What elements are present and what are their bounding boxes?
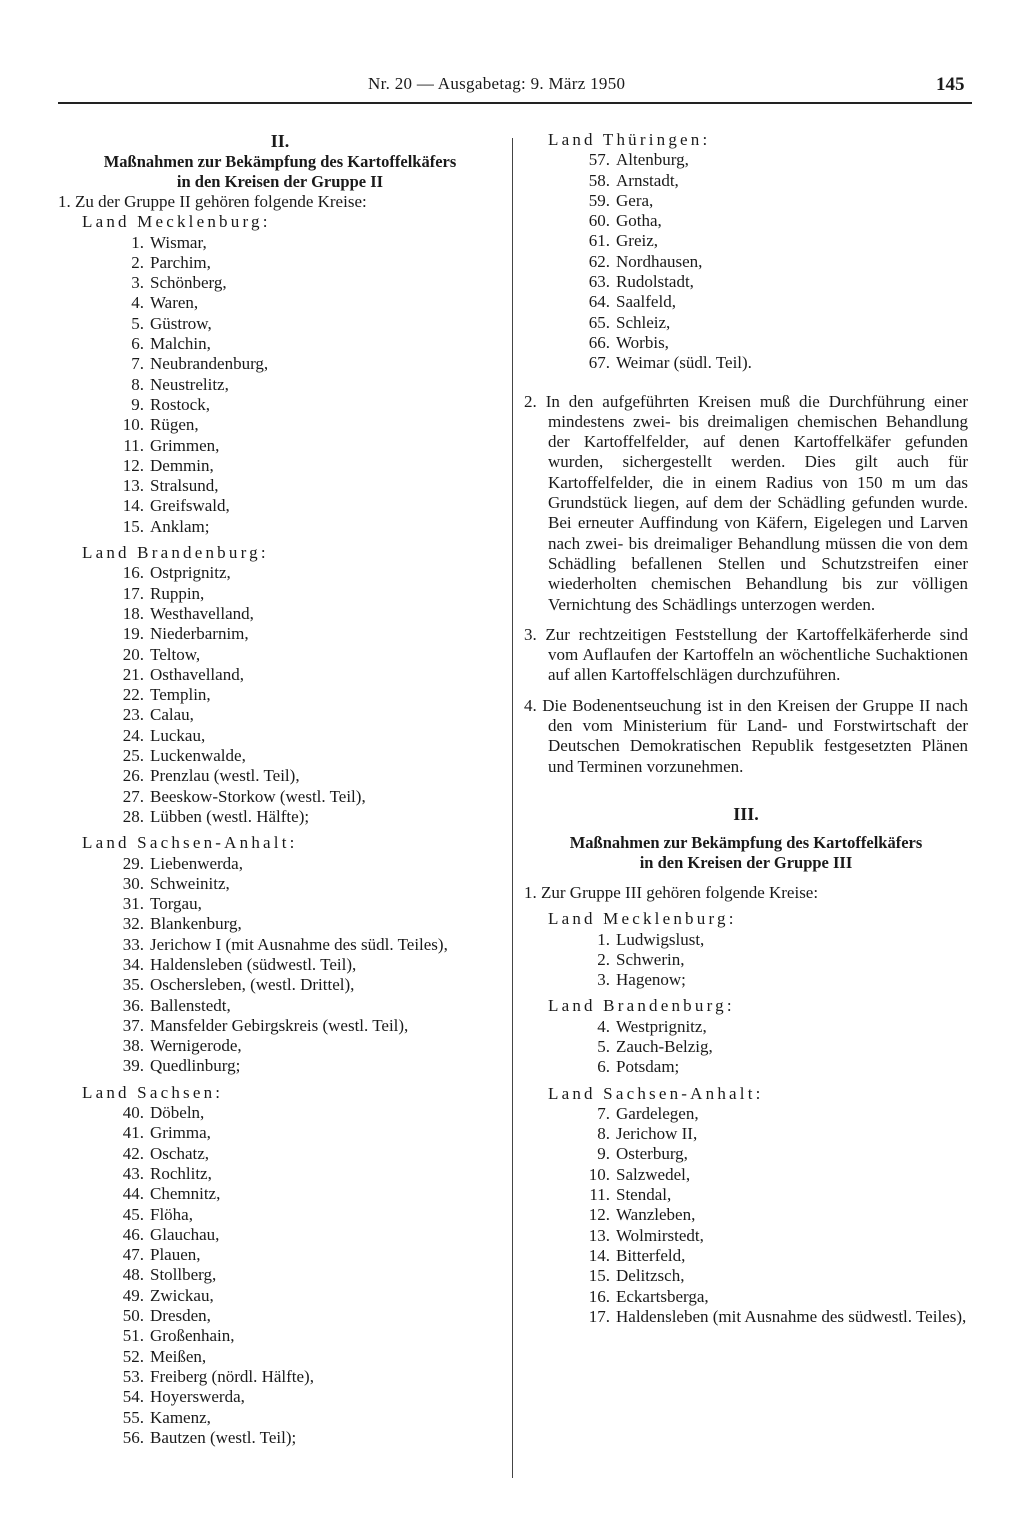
kreis-item — [58, 1245, 502, 1265]
kreis-item — [524, 211, 968, 231]
kreis-number: 24. — [122, 725, 144, 745]
kreis-item — [58, 1306, 502, 1326]
kreis-name: Glauchau, — [150, 1224, 220, 1244]
kreis-number: 45. — [122, 1204, 144, 1224]
kreis-name: Ludwigslust, — [616, 929, 705, 949]
kreis-name: Mansfelder Gebirgskreis (westl. Teil), — [150, 1015, 409, 1035]
kreis-name: Lübben (westl. Hälfte); — [150, 806, 310, 826]
kreis-name: Salzwedel, — [616, 1164, 691, 1184]
kreis-number: 31. — [122, 894, 144, 914]
kreis-number: 51. — [122, 1326, 144, 1346]
kreis-item — [58, 415, 502, 435]
kreise-list-gruppe-ii — [58, 212, 502, 1448]
kreise-list — [58, 1103, 502, 1448]
kreis-name: Rochlitz, — [150, 1163, 212, 1183]
kreis-item — [58, 584, 502, 604]
kreis-item — [58, 854, 502, 874]
kreis-number: 1. — [131, 232, 144, 252]
kreis-name: Liebenwerda, — [150, 853, 243, 873]
kreis-name: Bautzen (westl. Teil); — [150, 1427, 297, 1447]
kreis-number: 11. — [123, 435, 144, 455]
kreis-name: Stralsund, — [150, 476, 219, 496]
kreis-name: Westprignitz, — [616, 1016, 707, 1036]
kreis-name: Osthavelland, — [150, 664, 244, 684]
kreis-item — [58, 624, 502, 644]
kreis-item — [58, 1428, 502, 1448]
kreis-item — [58, 1387, 502, 1407]
kreis-number: 30. — [122, 873, 144, 893]
kreis-name: Dresden, — [150, 1306, 211, 1326]
kreis-number: 3. — [131, 273, 144, 293]
kreis-name: Grimmen, — [150, 435, 220, 455]
kreis-name: Wolmirstedt, — [616, 1225, 704, 1245]
right-column — [524, 130, 968, 1327]
kreise-list — [58, 563, 502, 827]
kreis-number: 46. — [122, 1224, 144, 1244]
kreis-number: 58. — [588, 170, 610, 190]
kreis-number: 19. — [122, 624, 144, 644]
kreis-number: 1. — [597, 929, 610, 949]
kreis-item — [58, 1408, 502, 1428]
paragraph-4: 4. Die Bodenentseuchung ist in den Kreisen der Gruppe II nach den vom Ministerium für Land- und Forstwirtschaft der Deutschen Demokratischen Republik festgesetzten Plänen und Terminen vorzunehmen. — [524, 695, 968, 776]
kreis-item — [58, 604, 502, 624]
kreis-item — [58, 726, 502, 746]
kreis-name: Greiz, — [616, 231, 659, 251]
kreis-item — [58, 1347, 502, 1367]
kreis-name: Rudolstadt, — [616, 272, 694, 292]
kreis-item — [58, 1103, 502, 1123]
kreis-number: 2. — [597, 949, 610, 969]
kreis-item — [58, 645, 502, 665]
kreis-number: 20. — [122, 644, 144, 664]
kreis-name: Chemnitz, — [150, 1184, 221, 1204]
kreis-number: 53. — [122, 1366, 144, 1386]
kreis-item — [58, 1286, 502, 1306]
kreis-number: 27. — [122, 786, 144, 806]
kreis-number: 5. — [131, 313, 144, 333]
kreis-name: Meißen, — [150, 1346, 207, 1366]
kreis-number: 18. — [122, 603, 144, 623]
kreis-item — [58, 496, 502, 516]
kreis-name: Ballenstedt, — [150, 995, 231, 1015]
kreis-number: 2. — [131, 252, 144, 272]
kreis-name: Demmin, — [150, 455, 214, 475]
kreis-item — [58, 1036, 502, 1056]
kreis-name: Schweinitz, — [150, 873, 230, 893]
kreis-name: Güstrow, — [150, 313, 212, 333]
kreis-item — [58, 395, 502, 415]
paragraph-2: 2. In den aufgeführten Kreisen muß die Durchführung einer mindestens zwei- bis dreimaligen chemischen Behandlung der Kartoffelfelder, auf denen Kartoffelkäfer gefunden wurden, sichergestellt werden. Dies gilt auch für Kartoffelfelder, die in einem Radius von 150 m um das Grundstück liegen, auf dem der Schädling gefunden wurde. Bei erneuter Auffindung von Käfern, Eigelegen und Larven nach zwei- bis dreimaliger Behandlung müssen die von dem Schädling befallenen Stellen und Schutzstreifen einer wiederholten chemischen Behandlung bis zur völligen Vernichtung des Schädlings unterzogen werden. — [524, 391, 968, 614]
kreis-number: 3. — [597, 970, 610, 990]
kreis-number: 62. — [588, 251, 610, 271]
kreis-item — [524, 1104, 968, 1124]
kreis-number: 64. — [588, 292, 610, 312]
kreis-name: Zwickau, — [150, 1285, 214, 1305]
land-heading: Land Brandenburg: — [548, 996, 735, 1016]
kreis-number: 8. — [131, 374, 144, 394]
kreis-name: Schleiz, — [616, 312, 671, 332]
kreis-number: 12. — [122, 455, 144, 475]
kreis-item — [524, 171, 968, 191]
kreis-item — [58, 874, 502, 894]
kreis-name: Hagenow; — [616, 970, 686, 990]
kreis-number: 65. — [588, 312, 610, 332]
kreis-number: 41. — [122, 1123, 144, 1143]
kreis-number: 9. — [597, 1144, 610, 1164]
left-column — [58, 130, 502, 1448]
kreis-name: Beeskow-Storkow (westl. Teil), — [150, 786, 366, 806]
kreis-number: 42. — [122, 1143, 144, 1163]
kreis-item — [524, 1246, 968, 1266]
kreis-number: 54. — [122, 1387, 144, 1407]
kreis-number: 13. — [122, 476, 144, 496]
kreis-name: Waren, — [150, 293, 199, 313]
kreis-item — [524, 1144, 968, 1164]
kreis-item — [58, 975, 502, 995]
kreis-item — [524, 191, 968, 211]
kreis-name: Rügen, — [150, 415, 199, 435]
kreis-item — [58, 436, 502, 456]
kreis-number: 36. — [122, 995, 144, 1015]
kreis-item — [524, 930, 968, 950]
kreis-number: 10. — [122, 415, 144, 435]
kreis-item — [524, 150, 968, 170]
kreis-name: Delitzsch, — [616, 1266, 685, 1286]
kreis-name: Großenhain, — [150, 1326, 235, 1346]
kreis-number: 35. — [122, 975, 144, 995]
kreis-name: Schwerin, — [616, 949, 685, 969]
kreis-item — [58, 563, 502, 583]
kreis-name: Hoyerswerda, — [150, 1387, 245, 1407]
land-heading: Land Sachsen: — [82, 1082, 224, 1102]
kreis-item — [58, 1225, 502, 1245]
kreis-item — [58, 517, 502, 537]
kreise-list — [58, 854, 502, 1077]
kreis-name: Saalfeld, — [616, 292, 676, 312]
kreis-number: 21. — [122, 664, 144, 684]
kreis-item — [58, 253, 502, 273]
kreis-number: 59. — [588, 190, 610, 210]
kreis-item — [58, 746, 502, 766]
kreis-item — [524, 1226, 968, 1246]
kreis-name: Haldensleben (südwestl. Teil), — [150, 954, 357, 974]
kreis-item — [58, 1144, 502, 1164]
kreis-number: 6. — [597, 1057, 610, 1077]
kreis-name: Luckau, — [150, 725, 206, 745]
kreis-number: 55. — [122, 1407, 144, 1427]
kreis-item — [524, 353, 968, 373]
issue-info: Nr. 20 — Ausgabetag: 9. März 1950 — [368, 74, 626, 93]
kreis-number: 25. — [122, 746, 144, 766]
kreis-name: Stendal, — [616, 1185, 672, 1205]
kreis-item — [58, 705, 502, 725]
kreis-name: Parchim, — [150, 252, 211, 272]
land-heading: Land Mecklenburg: — [548, 909, 737, 929]
kreis-number: 17. — [588, 1306, 610, 1326]
kreis-item — [58, 354, 502, 374]
kreis-item — [58, 476, 502, 496]
kreis-name: Döbeln, — [150, 1103, 205, 1123]
kreis-item — [524, 272, 968, 292]
kreis-name: Schönberg, — [150, 273, 227, 293]
kreis-item — [524, 1205, 968, 1225]
kreise-list — [524, 1104, 968, 1327]
kreis-number: 10. — [588, 1164, 610, 1184]
kreise-list — [524, 930, 968, 991]
land-heading: Land Sachsen-Anhalt: — [82, 833, 298, 853]
kreis-name: Nordhausen, — [616, 251, 703, 271]
kreis-name: Gotha, — [616, 211, 662, 231]
kreis-name: Anklam; — [150, 516, 210, 536]
kreis-item — [58, 375, 502, 395]
kreis-name: Osterburg, — [616, 1144, 688, 1164]
kreis-name: Plauen, — [150, 1245, 201, 1265]
kreis-name: Torgau, — [150, 894, 202, 914]
kreis-name: Westhavelland, — [150, 603, 254, 623]
kreis-item — [524, 1124, 968, 1144]
kreis-number: 26. — [122, 766, 144, 786]
kreis-name: Kamenz, — [150, 1407, 211, 1427]
kreis-item — [524, 1017, 968, 1037]
kreis-name: Wernigerode, — [150, 1036, 242, 1056]
kreis-item — [58, 456, 502, 476]
kreis-number: 38. — [122, 1036, 144, 1056]
kreis-name: Greifswald, — [150, 496, 230, 516]
kreis-name: Jerichow II, — [616, 1124, 698, 1144]
kreis-number: 6. — [131, 334, 144, 354]
kreis-number: 40. — [122, 1103, 144, 1123]
land-heading: Land Thüringen: — [548, 130, 711, 149]
kreis-name: Ostprignitz, — [150, 563, 231, 583]
kreis-item — [524, 1266, 968, 1286]
kreis-item — [58, 293, 502, 313]
kreis-name: Flöha, — [150, 1204, 193, 1224]
kreis-number: 66. — [588, 332, 610, 352]
paragraph-1-intro: 1. Zu der Gruppe II gehören folgende Kreise: — [58, 192, 367, 211]
kreis-item — [58, 894, 502, 914]
kreis-number: 50. — [122, 1306, 144, 1326]
kreis-item — [58, 1016, 502, 1036]
kreis-item — [524, 1185, 968, 1205]
kreise-list-thueringen — [524, 150, 968, 373]
kreis-item — [58, 314, 502, 334]
kreis-name: Bitterfeld, — [616, 1245, 686, 1265]
section-title-ii-line1: Maßnahmen zur Bekämpfung des Kartoffelkäfers — [103, 152, 457, 171]
kreis-name: Templin, — [150, 685, 211, 705]
kreis-name: Oschersleben, (westl. Drittel), — [150, 975, 355, 995]
kreis-name: Malchin, — [150, 334, 211, 354]
kreis-item — [524, 1307, 968, 1327]
kreise-list-gruppe-iii — [524, 903, 968, 1327]
kreis-item — [524, 1037, 968, 1057]
paragraph-1-intro-iii: 1. Zur Gruppe III gehören folgende Kreise: — [524, 882, 819, 902]
kreis-item — [58, 334, 502, 354]
kreis-number: 49. — [122, 1285, 144, 1305]
kreis-number: 12. — [588, 1205, 610, 1225]
kreis-number: 63. — [588, 272, 610, 292]
kreis-item — [58, 1367, 502, 1387]
kreis-item — [524, 252, 968, 272]
kreis-item — [58, 1123, 502, 1143]
kreis-item — [58, 935, 502, 955]
kreis-number: 7. — [131, 354, 144, 374]
kreis-name: Neustrelitz, — [150, 374, 229, 394]
kreis-number: 57. — [588, 150, 610, 170]
kreis-number: 33. — [122, 934, 144, 954]
kreis-name: Grimma, — [150, 1123, 211, 1143]
header-rule — [58, 102, 972, 104]
kreis-item — [524, 313, 968, 333]
column-divider — [512, 138, 513, 1478]
kreis-number: 9. — [131, 394, 144, 414]
kreis-name: Gardelegen, — [616, 1103, 699, 1123]
section-number-iii: III. — [733, 803, 759, 824]
kreis-name: Potsdam; — [616, 1057, 680, 1077]
kreis-number: 8. — [597, 1124, 610, 1144]
kreis-item — [524, 231, 968, 251]
kreis-number: 29. — [122, 853, 144, 873]
kreis-item — [58, 1056, 502, 1076]
kreis-name: Eckartsberga, — [616, 1286, 709, 1306]
kreis-item — [58, 685, 502, 705]
kreis-number: 43. — [122, 1163, 144, 1183]
section-title-iii-line2: in den Kreisen der Gruppe III — [639, 852, 853, 872]
kreis-item — [58, 787, 502, 807]
kreis-number: 16. — [122, 563, 144, 583]
kreis-item — [524, 970, 968, 990]
kreis-number: 48. — [122, 1265, 144, 1285]
kreis-number: 44. — [122, 1184, 144, 1204]
kreis-number: 16. — [588, 1286, 610, 1306]
kreis-number: 23. — [122, 705, 144, 725]
land-heading: Land Brandenburg: — [82, 543, 269, 563]
kreis-number: 15. — [588, 1266, 610, 1286]
kreis-number: 60. — [588, 211, 610, 231]
kreis-name: Niederbarnim, — [150, 624, 249, 644]
kreis-name: Rostock, — [150, 394, 210, 414]
kreis-number: 37. — [122, 1015, 144, 1035]
kreis-name: Prenzlau (westl. Teil), — [150, 766, 300, 786]
kreis-number: 61. — [588, 231, 610, 251]
section-title-ii-line2: in den Kreisen der Gruppe II — [176, 172, 384, 191]
kreis-number: 4. — [131, 293, 144, 313]
kreis-item — [524, 1057, 968, 1077]
kreis-item — [58, 1265, 502, 1285]
kreis-item — [58, 1184, 502, 1204]
kreis-name: Gera, — [616, 190, 654, 210]
kreis-item — [524, 950, 968, 970]
kreis-item — [58, 233, 502, 253]
kreis-item — [58, 996, 502, 1016]
kreis-number: 39. — [122, 1056, 144, 1076]
kreis-number: 52. — [122, 1346, 144, 1366]
kreis-name: Zauch-Belzig, — [616, 1036, 713, 1056]
paragraph-3: 3. Zur rechtzeitigen Feststellung der Kartoffelkäferherde sind vom Auflaufen der Kartoffeln an wöchentliche Suchaktionen auf allen Kartoffelschlägen durchzuführen. — [524, 624, 968, 685]
kreis-number: 56. — [122, 1427, 144, 1447]
kreis-name: Neubrandenburg, — [150, 354, 269, 374]
kreis-item — [58, 1164, 502, 1184]
kreis-number: 14. — [122, 496, 144, 516]
kreis-item — [58, 766, 502, 786]
kreis-item — [58, 955, 502, 975]
kreis-number: 13. — [588, 1225, 610, 1245]
kreis-number: 34. — [122, 954, 144, 974]
kreis-number: 22. — [122, 685, 144, 705]
kreis-name: Weimar (südl. Teil). — [616, 353, 752, 373]
kreis-name: Arnstadt, — [616, 170, 679, 190]
land-heading: Land Sachsen-Anhalt: — [548, 1083, 764, 1103]
kreise-list — [58, 233, 502, 537]
kreis-item — [524, 292, 968, 312]
kreis-name: Luckenwalde, — [150, 746, 246, 766]
kreis-item — [58, 665, 502, 685]
kreis-number: 32. — [122, 914, 144, 934]
land-heading: Land Mecklenburg: — [82, 212, 271, 232]
kreis-name: Quedlinburg; — [150, 1056, 241, 1076]
page-header — [0, 74, 1024, 98]
kreis-name: Blankenburg, — [150, 914, 242, 934]
kreis-number: 11. — [589, 1185, 610, 1205]
kreis-name: Worbis, — [616, 332, 669, 352]
kreis-number: 15. — [122, 516, 144, 536]
kreis-item — [58, 914, 502, 934]
kreis-name: Wanzleben, — [616, 1205, 696, 1225]
kreis-number: 4. — [597, 1016, 610, 1036]
kreis-number: 17. — [122, 583, 144, 603]
kreise-list — [524, 1017, 968, 1078]
kreis-name: Calau, — [150, 705, 194, 725]
kreis-item — [524, 333, 968, 353]
page-number: 145 — [936, 74, 965, 95]
kreis-number: 7. — [597, 1103, 610, 1123]
kreis-number: 5. — [597, 1036, 610, 1056]
kreis-name: Freiberg (nördl. Hälfte), — [150, 1366, 314, 1386]
kreis-name: Jerichow I (mit Ausnahme des südl. Teiles), — [150, 934, 448, 954]
kreis-item — [58, 1205, 502, 1225]
section-title-iii-line1: Maßnahmen zur Bekämpfung des Kartoffelkäfers — [569, 832, 923, 852]
kreis-name: Wismar, — [150, 232, 207, 252]
kreis-item — [524, 1165, 968, 1185]
kreis-number: 28. — [122, 806, 144, 826]
kreis-item — [524, 1287, 968, 1307]
kreis-item — [58, 807, 502, 827]
kreis-name: Altenburg, — [616, 150, 689, 170]
kreis-number: 47. — [122, 1245, 144, 1265]
kreis-name: Stollberg, — [150, 1265, 217, 1285]
kreis-item — [58, 1326, 502, 1346]
kreis-item — [58, 273, 502, 293]
kreis-name: Teltow, — [150, 644, 201, 664]
kreis-name: Ruppin, — [150, 583, 205, 603]
kreis-number: 14. — [588, 1245, 610, 1265]
kreis-number: 67. — [588, 353, 610, 373]
section-number-ii: II. — [270, 131, 290, 151]
kreis-name: Oschatz, — [150, 1143, 210, 1163]
kreis-name: Haldensleben (mit Ausnahme des südwestl. Teiles), — [616, 1306, 967, 1326]
